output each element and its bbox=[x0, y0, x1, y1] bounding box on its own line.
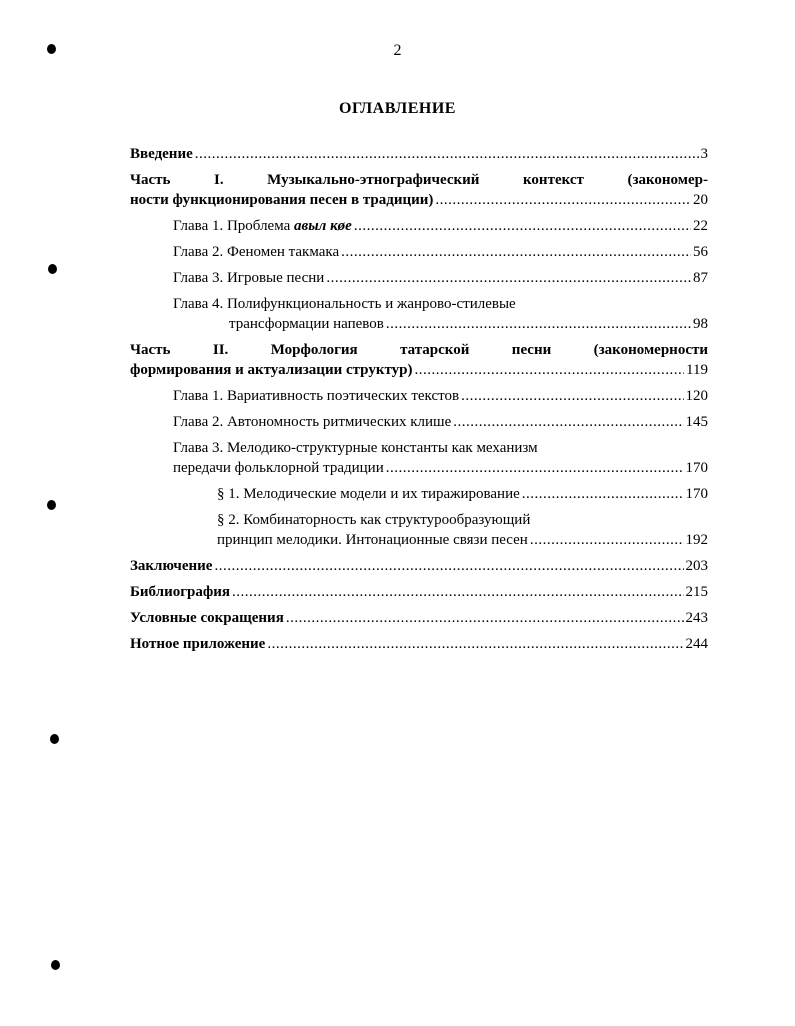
toc-page: 170 bbox=[685, 460, 708, 476]
toc-entry-part1 bbox=[130, 170, 708, 210]
toc-title-emphasis: авыл кøе bbox=[294, 218, 352, 234]
toc-page: 243 bbox=[685, 610, 708, 626]
toc-title: Введение bbox=[130, 146, 193, 162]
binder-hole-mark bbox=[47, 44, 56, 54]
toc-title-line2: ности функционирования песен в традиции) bbox=[130, 192, 434, 208]
toc-title: Нотное приложение bbox=[130, 636, 266, 652]
toc-entry-part1-chapter3 bbox=[130, 268, 708, 288]
toc-page: 215 bbox=[685, 584, 708, 600]
toc-page: 120 bbox=[685, 388, 708, 404]
toc-page: 20 bbox=[693, 192, 708, 208]
toc-entry-intro bbox=[130, 144, 708, 164]
toc-title-line2: формирования и актуализации структур) bbox=[130, 362, 413, 378]
toc-page: 170 bbox=[685, 486, 708, 502]
toc-title-line2: трансформации напевов bbox=[229, 316, 384, 332]
toc-title: Глава 2. Автономность ритмических клише bbox=[173, 414, 452, 430]
toc-title-line2: передачи фольклорной традиции bbox=[173, 460, 384, 476]
page-number: 2 bbox=[393, 42, 402, 59]
toc-entry-bibliography bbox=[130, 582, 708, 602]
toc-entry-section2 bbox=[130, 510, 708, 550]
toc-page: 145 bbox=[685, 414, 708, 430]
toc-title-line1: Глава 4. Полифункциональность и жанрово-стилевые bbox=[173, 296, 516, 312]
toc-title: Глава 2. Феномен такмака bbox=[173, 244, 340, 260]
toc-title-line1: Часть I. Музыкально-этнографический контекст (закономер- bbox=[130, 172, 708, 188]
toc-title-line1: § 2. Комбинаторность как структурообразующий bbox=[217, 512, 531, 528]
table-of-contents bbox=[130, 144, 708, 660]
toc-entry-part2-chapter3 bbox=[130, 438, 708, 478]
page-title: ОГЛАВЛЕНИЕ bbox=[339, 100, 456, 117]
binder-hole-mark bbox=[48, 264, 57, 274]
toc-title: § 1. Мелодические модели и их тиражирование bbox=[217, 486, 520, 502]
toc-title: Глава 1. Вариативность поэтических текстов bbox=[173, 388, 460, 404]
toc-entry-part2 bbox=[130, 340, 708, 380]
binder-hole-mark bbox=[51, 960, 60, 970]
toc-entry-part1-chapter1 bbox=[130, 216, 708, 236]
toc-entry-part1-chapter2 bbox=[130, 242, 708, 262]
binder-hole-mark bbox=[50, 734, 59, 744]
toc-title: Глава 3. Игровые песни bbox=[173, 270, 325, 286]
toc-title: Условные сокращения bbox=[130, 610, 284, 626]
toc-title-line2: принцип мелодики. Интонационные связи песен bbox=[217, 532, 528, 548]
toc-page: 22 bbox=[693, 218, 708, 234]
toc-title: Библиография bbox=[130, 584, 231, 600]
toc-page: 244 bbox=[685, 636, 708, 652]
toc-page: 98 bbox=[693, 316, 708, 332]
toc-page: 56 bbox=[693, 244, 708, 260]
toc-entry-part1-chapter4 bbox=[130, 294, 708, 334]
toc-entry-section1 bbox=[130, 484, 708, 504]
toc-page: 192 bbox=[685, 532, 708, 548]
toc-entry-part2-chapter2 bbox=[130, 412, 708, 432]
toc-page: 3 bbox=[700, 146, 708, 162]
toc-page: 203 bbox=[685, 558, 708, 574]
toc-entry-abbreviations bbox=[130, 608, 708, 628]
toc-entry-conclusion bbox=[130, 556, 708, 576]
toc-title-line1: Глава 3. Мелодико-структурные константы как механизм bbox=[173, 440, 538, 456]
toc-page: 119 bbox=[686, 362, 708, 378]
toc-title-line1: Часть II. Морфология татарской песни (закономерности bbox=[130, 342, 708, 358]
toc-title: Глава 1. Проблема bbox=[173, 218, 295, 234]
toc-page: 87 bbox=[693, 270, 708, 286]
toc-entry-appendix bbox=[130, 634, 708, 654]
binder-hole-mark bbox=[47, 500, 56, 510]
toc-title: Заключение bbox=[130, 558, 213, 574]
toc-entry-part2-chapter1 bbox=[130, 386, 708, 406]
